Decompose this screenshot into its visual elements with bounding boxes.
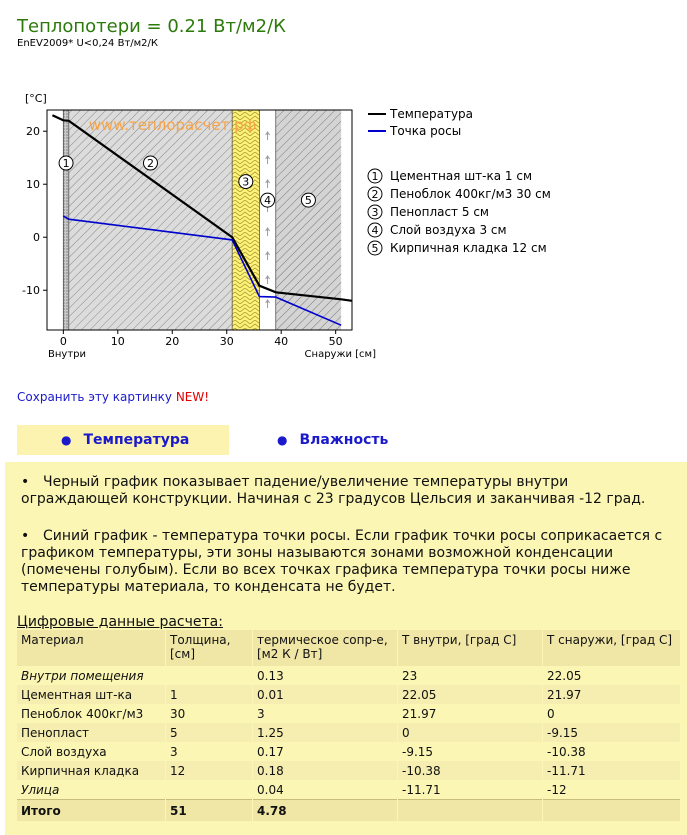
cell-resistance: 0.01: [253, 685, 398, 704]
x-left-label: Внутри: [48, 349, 86, 360]
legend-layer-number: 3: [371, 206, 379, 219]
table-row: [17, 685, 681, 704]
cell-t-inside: [398, 800, 543, 822]
table-row: [17, 704, 681, 723]
cell-thickness: [166, 666, 253, 685]
x-axis-label: Снаружи [см]: [304, 349, 376, 360]
y-axis-label: [°C]: [25, 92, 47, 105]
cell-thickness: [166, 780, 253, 800]
legend-layer-label: Цементная шт-ка 1 см: [390, 169, 533, 183]
cell-thickness: 51: [166, 800, 253, 822]
legend-layer-label: Пеноблок 400кг/м3 30 см: [390, 187, 551, 201]
bullet-icon: •: [21, 528, 30, 544]
temperature-chart: [0, 80, 687, 370]
table-total-row: [17, 800, 681, 822]
new-badge: NEW!: [175, 390, 210, 404]
cell-t-inside: -10.38: [398, 761, 543, 780]
cell-resistance: 0.18: [253, 761, 398, 780]
x-tick-label: 50: [328, 335, 343, 348]
layer-cement: [63, 110, 68, 330]
layer-marker-number: 2: [146, 157, 154, 171]
tab-humidity[interactable]: [255, 425, 455, 455]
table-row: [17, 780, 681, 800]
cell-material: Итого: [17, 800, 166, 822]
legend-label: Точка росы: [390, 124, 462, 138]
cell-thickness: 30: [166, 704, 253, 723]
cell-resistance: 3: [253, 704, 398, 723]
cell-resistance: 1.25: [253, 723, 398, 742]
layer-foam: [232, 110, 259, 330]
layer-marker-number: 4: [264, 194, 272, 208]
legend-layer-label: Пенопласт 5 см: [390, 205, 489, 219]
x-tick-label: 40: [274, 335, 289, 348]
x-tick-label: 0: [59, 335, 67, 348]
cell-t-inside: 0: [398, 723, 543, 742]
table-header-row: [17, 630, 681, 666]
cell-t-outside: -11.71: [543, 761, 681, 780]
cell-material: Кирпичная кладка: [17, 761, 166, 780]
x-tick-label: 30: [219, 335, 234, 348]
table-row: [17, 742, 681, 761]
bullet-icon: •: [21, 474, 30, 490]
cell-t-outside: -12: [543, 780, 681, 800]
tab-temperature-label: Температура: [83, 432, 190, 448]
legend-layer-number: 2: [371, 188, 379, 201]
info-text-temperature: Черный график показывает падение/увеличение температуры внутри ограждающей конструкции. Начиная с 23 градусов Цельсия и заканчивая -12 град.: [21, 474, 646, 507]
page-title: Теплопотери = 0.21 Вт/м2/К: [17, 16, 286, 37]
y-tick-label: 20: [26, 125, 40, 139]
tab-humidity-label: Влажность: [299, 432, 389, 448]
legend-label: Температура: [390, 107, 474, 121]
cell-resistance: 0.04: [253, 780, 398, 800]
legend-layer-number: 1: [371, 170, 379, 183]
save-image-text: Сохранить эту картинку: [17, 390, 176, 404]
cell-material: Слой воздуха: [17, 742, 166, 761]
col-resistance: термическое сопр-е, [м2 К / Вт]: [253, 630, 398, 666]
cell-thickness: 12: [166, 761, 253, 780]
cell-thickness: 5: [166, 723, 253, 742]
layer-brick: [276, 110, 341, 330]
table-row: [17, 761, 681, 780]
x-tick-label: 10: [110, 335, 125, 348]
layer-marker-number: 3: [242, 175, 250, 189]
cell-t-outside: 22.05: [543, 666, 681, 685]
cell-material: Цементная шт-ка: [17, 685, 166, 704]
cell-t-outside: 0: [543, 704, 681, 723]
page-subtitle: EnEV2009* U<0,24 Вт/м2/К: [17, 38, 159, 49]
info-paragraph-temperature: [21, 474, 671, 508]
cell-t-outside: -10.38: [543, 742, 681, 761]
watermark: www.теплорасчет.рф: [88, 116, 257, 135]
y-tick-label: -10: [22, 284, 40, 298]
col-material: Материал: [17, 630, 166, 666]
cell-t-outside: 21.97: [543, 685, 681, 704]
cell-material: Пенопласт: [17, 723, 166, 742]
legend-layer-number: 5: [371, 242, 379, 255]
cell-t-inside: 22.05: [398, 685, 543, 704]
info-paragraph-dewpoint: [21, 528, 671, 596]
info-text-dewpoint: Синий график - температура точки росы. Если график точки росы соприкасается с графиком температуры, эти зоны называются зонами возможной конденсации (помечены голубым). Если во всех точках графика температура точки росы ниже температуры материала, то конденсата не будет.: [21, 528, 663, 595]
cell-t-outside: -9.15: [543, 723, 681, 742]
bullet-icon: ●: [277, 433, 288, 447]
save-image-link[interactable]: [17, 390, 209, 404]
layer-marker-number: 5: [304, 194, 312, 208]
legend-layer-number: 4: [371, 224, 379, 237]
table-row: [17, 723, 681, 742]
cell-t-outside: [543, 800, 681, 822]
cell-t-inside: -11.71: [398, 780, 543, 800]
col-t-inside: Т внутри, [град С]: [398, 630, 543, 666]
cell-thickness: 1: [166, 685, 253, 704]
tab-temperature[interactable]: [17, 425, 229, 455]
cell-t-inside: -9.15: [398, 742, 543, 761]
bullet-icon: ●: [61, 433, 72, 447]
col-thickness: Толщина, [см]: [166, 630, 253, 666]
data-heading: Цифровые данные расчета:: [17, 614, 223, 630]
cell-material: Внутри помещения: [17, 666, 166, 685]
info-panel: [5, 462, 687, 835]
table-row: [17, 666, 681, 685]
cell-t-inside: 23: [398, 666, 543, 685]
x-tick-label: 20: [165, 335, 180, 348]
cell-thickness: 3: [166, 742, 253, 761]
y-tick-label: 10: [26, 178, 40, 192]
cell-resistance: 0.17: [253, 742, 398, 761]
cell-material: Улица: [17, 780, 166, 800]
legend-layer-label: Кирпичная кладка 12 см: [390, 241, 547, 255]
layer-marker-number: 1: [62, 157, 70, 171]
cell-material: Пеноблок 400кг/м3: [17, 704, 166, 723]
cell-resistance: 0.13: [253, 666, 398, 685]
cell-resistance: 4.78: [253, 800, 398, 822]
cell-t-inside: 21.97: [398, 704, 543, 723]
col-t-outside: Т снаружи, [град С]: [543, 630, 681, 666]
y-tick-label: 0: [33, 231, 40, 245]
legend-layer-label: Слой воздуха 3 см: [390, 223, 507, 237]
results-table: [17, 630, 681, 821]
